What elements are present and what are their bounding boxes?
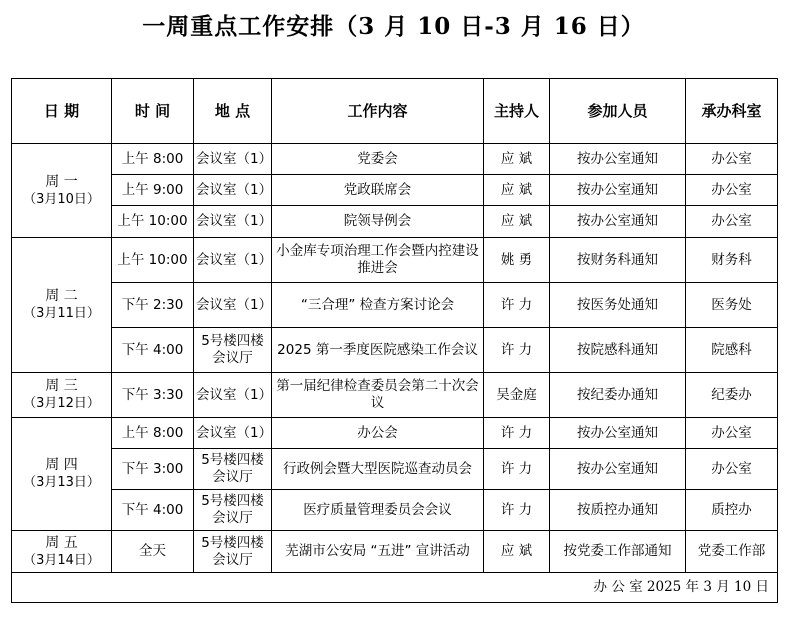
office-cell: 院感科 [686,328,778,373]
header-host: 主持人 [484,79,550,144]
time-cell: 下午 4:00 [112,328,194,373]
place-cell: 会议室（1） [194,175,272,206]
host-cell: 许 力 [484,328,550,373]
schedule-body [12,144,778,573]
attendees-cell: 按院感科通知 [550,328,686,373]
attendees-cell: 按办公室通知 [550,206,686,238]
time-cell: 上午 9:00 [112,175,194,206]
day-name: 周 四 [45,457,78,473]
content-cell: 第一届纪律检查委员会第二十次会议 [272,373,484,418]
table-row [12,206,778,238]
header-row [12,79,778,144]
place-cell: 会议室（1） [194,206,272,238]
place-cell: 会议室（1） [194,238,272,283]
content-cell: 芜湖市公安局 “五进” 宣讲活动 [272,531,484,573]
header-content: 工作内容 [272,79,484,144]
schedule-table [11,78,778,603]
day-cell [12,373,112,418]
office-cell: 纪委办 [686,373,778,418]
table-row [12,531,778,573]
day-name: 周 五 [45,534,78,551]
day-name: 周 二 [45,288,78,304]
attendees-cell: 按办公室通知 [550,418,686,449]
table-row [12,238,778,283]
host-cell: 许 力 [484,490,550,531]
attendees-cell: 按质控办通知 [550,490,686,531]
content-cell: 院领导例会 [272,206,484,238]
time-cell: 上午 8:00 [112,418,194,449]
header-time: 时 间 [112,79,194,144]
table-row [12,328,778,373]
place-cell: 5号楼四楼会议厅 [194,449,272,490]
footer-signature: 办 公 室 2025 年 3 月 10 日 [12,573,778,603]
attendees-cell: 按党委工作部通知 [550,531,686,573]
footer-row [12,573,778,603]
host-cell: 许 力 [484,449,550,490]
office-cell: 办公室 [686,144,778,175]
place-cell: 会议室（1） [194,373,272,418]
time-cell: 上午 10:00 [112,238,194,283]
content-cell: 小金库专项治理工作会暨内控建设推进会 [272,238,484,283]
table-row [12,373,778,418]
day-name: 周 三 [45,378,78,394]
attendees-cell: 按医务处通知 [550,283,686,328]
office-cell: 党委工作部 [686,531,778,573]
attendees-cell: 按办公室通知 [550,144,686,175]
host-cell: 许 力 [484,418,550,449]
table-row [12,490,778,531]
host-cell: 吴金庭 [484,373,550,418]
office-cell: 办公室 [686,175,778,206]
content-cell: 办公会 [272,418,484,449]
attendees-cell: 按办公室通知 [550,449,686,490]
time-cell: 上午 8:00 [112,144,194,175]
time-cell: 下午 3:00 [112,449,194,490]
office-cell: 办公室 [686,449,778,490]
day-cell [12,418,112,531]
content-cell: 医疗质量管理委员会会议 [272,490,484,531]
header-date: 日 期 [12,79,112,144]
place-cell: 5号楼四楼会议厅 [194,490,272,531]
day-cell [12,238,112,373]
office-cell: 办公室 [686,206,778,238]
host-cell: 姚 勇 [484,238,550,283]
content-cell: 党委会 [272,144,484,175]
office-cell: 财务科 [686,238,778,283]
time-cell: 下午 4:00 [112,490,194,531]
header-office: 承办科室 [686,79,778,144]
content-cell: “三合理” 检查方案讨论会 [272,283,484,328]
attendees-cell: 按纪委办通知 [550,373,686,418]
place-cell: 5号楼四楼会议厅 [194,531,272,573]
table-row [12,144,778,175]
host-cell: 应 斌 [484,531,550,573]
header-attendees: 参加人员 [550,79,686,144]
time-cell: 下午 2:30 [112,283,194,328]
office-cell: 质控办 [686,490,778,531]
day-date: （3月14日） [23,552,100,568]
time-cell: 下午 3:30 [112,373,194,418]
table-row [12,283,778,328]
office-cell: 医务处 [686,283,778,328]
day-date: （3月13日） [23,475,100,490]
place-cell: 5号楼四楼会议厅 [194,328,272,373]
table-row [12,449,778,490]
content-cell: 2025 第一季度医院感染工作会议 [272,328,484,373]
day-cell [12,144,112,238]
content-cell: 党政联席会 [272,175,484,206]
place-cell: 会议室（1） [194,283,272,328]
attendees-cell: 按财务科通知 [550,238,686,283]
page-title: 一周重点工作安排（3 月 10 日-3 月 16 日） [142,13,645,40]
table-row [12,175,778,206]
place-cell: 会议室（1） [194,144,272,175]
host-cell: 应 斌 [484,144,550,175]
time-cell: 全天 [112,531,194,573]
office-cell: 办公室 [686,418,778,449]
content-cell: 行政例会暨大型医院巡查动员会 [272,449,484,490]
day-date: （3月12日） [23,396,100,411]
time-cell: 上午 10:00 [112,206,194,238]
day-date: （3月11日） [23,306,100,321]
place-cell: 会议室（1） [194,418,272,449]
day-name: 周 一 [45,173,78,190]
host-cell: 许 力 [484,283,550,328]
host-cell: 应 斌 [484,175,550,206]
table-row [12,418,778,449]
attendees-cell: 按办公室通知 [550,175,686,206]
header-place: 地 点 [194,79,272,144]
day-cell [12,531,112,573]
host-cell: 应 斌 [484,206,550,238]
day-date: （3月10日） [23,191,100,207]
